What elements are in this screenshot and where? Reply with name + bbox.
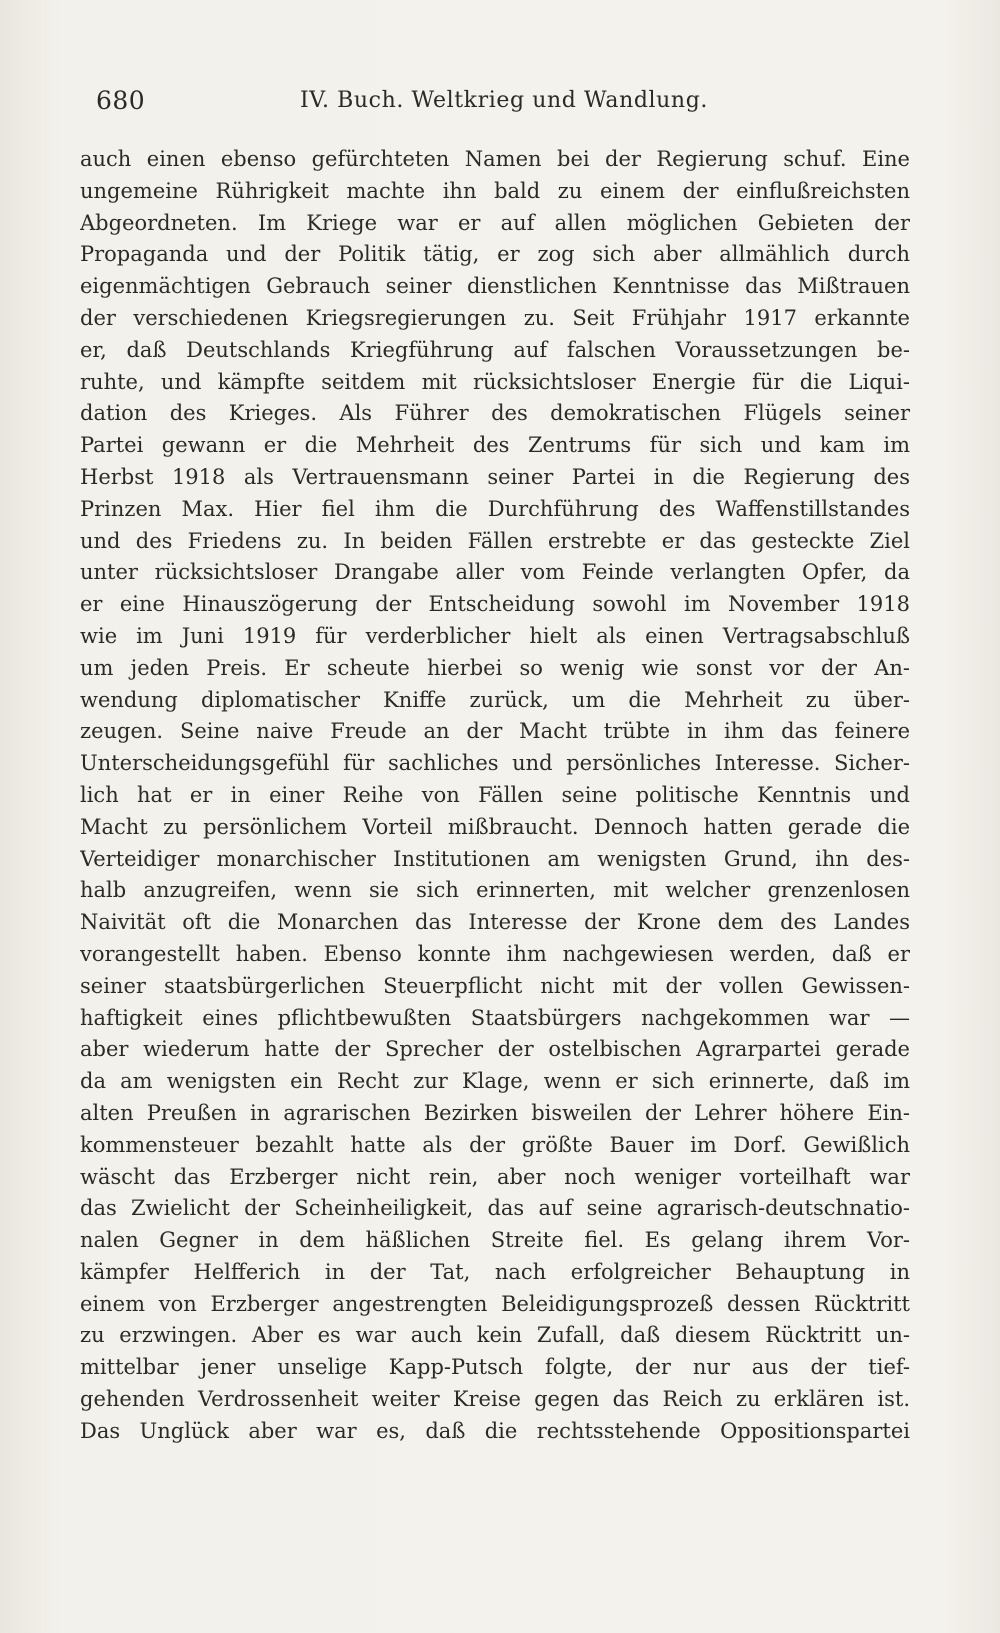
text-line: einem von Erzberger angestrengten Beleidigungsprozeß dessen Rücktritt bbox=[80, 1291, 910, 1316]
text-line: Prinzen Max. Hier fiel ihm die Durchführung des Waffenstillstandes bbox=[80, 496, 910, 521]
text-line: ruhte, und kämpfte seitdem mit rücksichtsloser Energie für die Liqui- bbox=[80, 369, 910, 394]
text-line: eigenmächtigen Gebrauch seiner dienstlichen Kenntnisse das Mißtrauen bbox=[80, 274, 910, 299]
text-line: kämpfer Helfferich in der Tat, nach erfolgreicher Behauptung in bbox=[80, 1259, 910, 1284]
running-head bbox=[96, 86, 912, 126]
text-line: nalen Gegner in dem häßlichen Streite fiel. Es gelang ihrem Vor- bbox=[80, 1228, 910, 1253]
text-line: er eine Hinauszögerung der Entscheidung sowohl im November 1918 bbox=[80, 592, 910, 617]
text-line: Abgeordneten. Im Kriege war er auf allen möglichen Gebieten der bbox=[80, 210, 910, 235]
text-line: um jeden Preis. Er scheute hierbei so wenig wie sonst vor der An- bbox=[80, 655, 910, 680]
text-line: der verschiedenen Kriegsregierungen zu. Seit Frühjahr 1917 erkannte bbox=[80, 305, 910, 330]
text-line: Unterscheidungsgefühl für sachliches und persönliches Interesse. Sicher- bbox=[80, 751, 910, 776]
text-line: ungemeine Rührigkeit machte ihn bald zu einem der einflußreichsten bbox=[80, 178, 910, 203]
text-line: gehenden Verdrossenheit weiter Kreise gegen das Reich zu erklären ist. bbox=[80, 1387, 910, 1412]
text-line: und des Friedens zu. In beiden Fällen erstrebte er das gesteckte Ziel bbox=[80, 528, 910, 553]
text-line: das Zwielicht der Scheinheiligkeit, das auf seine agrarisch-deutschnatio- bbox=[80, 1196, 910, 1221]
text-line: seiner staatsbürgerlichen Steuerpflicht nicht mit der vollen Gewissen- bbox=[80, 973, 910, 998]
text-line: Herbst 1918 als Vertrauensmann seiner Partei in die Regierung des bbox=[80, 464, 910, 489]
text-line: er, daß Deutschlands Kriegführung auf falschen Voraussetzungen be- bbox=[80, 337, 910, 362]
text-line: da am wenigsten ein Recht zur Klage, wenn er sich erinnerte, daß im bbox=[80, 1069, 910, 1094]
text-line: Propaganda und der Politik tätig, er zog sich aber allmählich durch bbox=[80, 242, 910, 267]
text-line: vorangestellt haben. Ebenso konnte ihm nachgewiesen werden, daß er bbox=[80, 941, 910, 966]
text-line: Partei gewann er die Mehrheit des Zentrums für sich und kam im bbox=[80, 433, 910, 458]
text-line: mittelbar jener unselige Kapp-Putsch folgte, der nur aus der tief- bbox=[80, 1355, 910, 1380]
running-title: IV. Buch. Weltkrieg und Wandlung. bbox=[300, 88, 708, 113]
body-text bbox=[80, 144, 910, 1448]
text-line: halb anzugreifen, wenn sie sich erinnerten, mit welcher grenzenlosen bbox=[80, 878, 910, 903]
text-line: Naivität oft die Monarchen das Interesse der Krone dem des Landes bbox=[80, 910, 910, 935]
text-line: alten Preußen in agrarischen Bezirken bisweilen der Lehrer höhere Ein- bbox=[80, 1100, 910, 1125]
text-line: haftigkeit eines pflichtbewußten Staatsbürgers nachgekommen war — bbox=[80, 1005, 910, 1030]
text-line: lich hat er in einer Reihe von Fällen seine politische Kenntnis und bbox=[80, 782, 910, 807]
text-line: auch einen ebenso gefürchteten Namen bei der Regierung schuf. Eine bbox=[80, 147, 910, 171]
text-line: zeugen. Seine naive Freude an der Macht trübte in ihm das feinere bbox=[80, 719, 910, 744]
text-line: Verteidiger monarchischer Institutionen am wenigsten Grund, ihn des- bbox=[80, 846, 910, 871]
page-number: 680 bbox=[96, 86, 146, 115]
text-line: Das Unglück aber war es, daß die rechtsstehende Oppositionspartei bbox=[80, 1418, 910, 1443]
text-line: wie im Juni 1919 für verderblicher hielt als einen Vertragsabschluß bbox=[80, 623, 910, 648]
text-line: aber wiederum hatte der Sprecher der ostelbischen Agrarpartei gerade bbox=[80, 1037, 910, 1062]
text-line: zu erzwingen. Aber es war auch kein Zufall, daß diesem Rücktritt un- bbox=[80, 1323, 910, 1348]
text-line: Macht zu persönlichem Vorteil mißbraucht. Dennoch hatten gerade die bbox=[80, 814, 910, 839]
text-line: wendung diplomatischer Kniffe zurück, um die Mehrheit zu über- bbox=[80, 687, 910, 712]
text-line: unter rücksichtsloser Drangabe aller vom Feinde verlangten Opfer, da bbox=[80, 560, 910, 585]
text-line: dation des Krieges. Als Führer des demokratischen Flügels seiner bbox=[80, 401, 910, 426]
text-line: wäscht das Erzberger nicht rein, aber noch weniger vorteilhaft war bbox=[80, 1164, 910, 1189]
text-line: kommensteuer bezahlt hatte als der größte Bauer im Dorf. Gewißlich bbox=[80, 1132, 910, 1157]
